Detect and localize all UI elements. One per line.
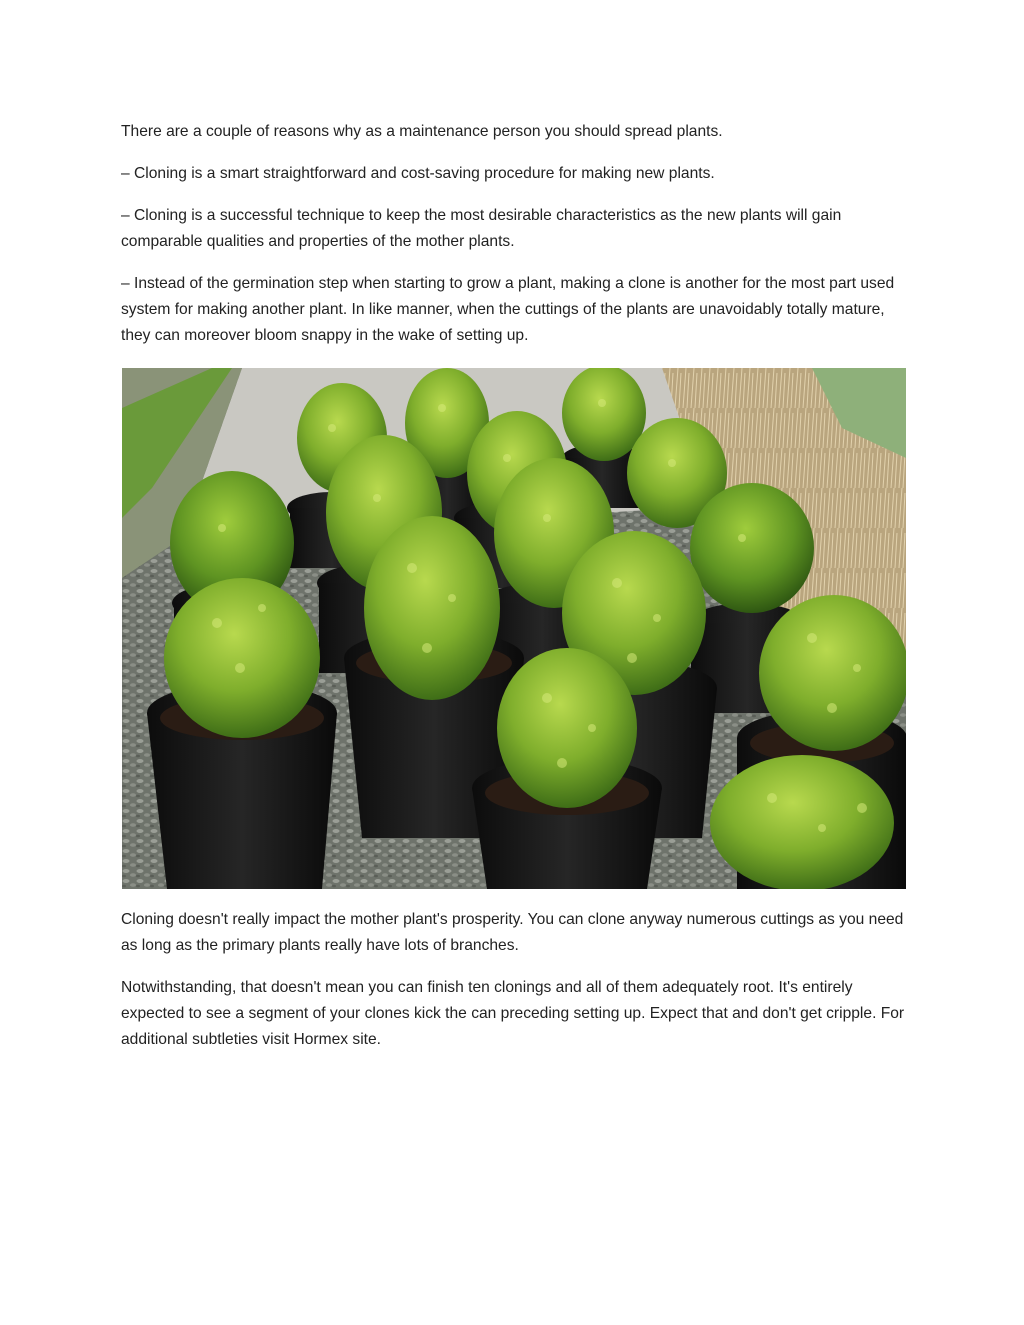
paragraph-characteristics: – Cloning is a successful technique to keep the most desirable characteristics as the new plants will gain comparable qualities and properties of the mother plants. bbox=[121, 207, 842, 250]
closing-text bbox=[121, 907, 911, 1069]
paragraph-mother-plant: Cloning doesn't really impact the mother plant's prosperity. You can clone anyway numerous cuttings as you need as long as the primary plants really have lots of branches. bbox=[121, 911, 904, 954]
paragraph-reasons: There are a couple of reasons why as a maintenance person you should spread plants. bbox=[121, 123, 723, 140]
potted-plants-photo bbox=[122, 368, 906, 889]
paragraph-hormex: Notwithstanding, that doesn't mean you can finish ten clonings and all of them adequately root. It's entirely expected to see a segment of your clones kick the can preceding setting up. Expect that and don't get cripple. For additional subtleties visit Hormex site. bbox=[121, 979, 905, 1048]
intro-text bbox=[121, 119, 911, 365]
paragraph-germination: – Instead of the germination step when starting to grow a plant, making a clone is another for the most part used system for making another plant. In like manner, when the cuttings of the plants are unavoidably totally mature, they can moreover bloom snappy in the wake of setting up. bbox=[121, 275, 895, 344]
paragraph-cost-saving: – Cloning is a smart straightforward and cost-saving procedure for making new plants. bbox=[121, 165, 715, 182]
